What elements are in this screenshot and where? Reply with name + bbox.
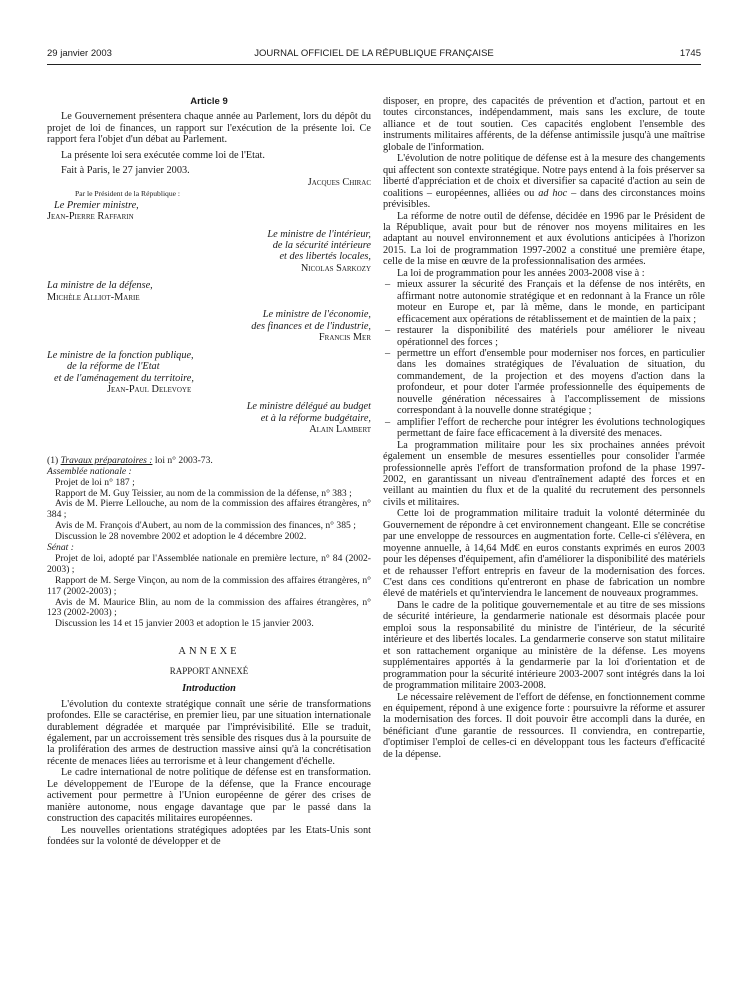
body-paragraph: La réforme de notre outil de défense, décidée en 1996 par le Président de la République, avait pour but de rénover nos moyens militaires en les adaptant au nouvel environnement et aux évolutions anticipées à l'horizon 2015. La loi de programmation 1997-2002 a constitué une première étape, celle de la mise en œuvre de la professionnalisation des armées. (383, 210, 705, 268)
note-line: Avis de M. Pierre Lellouche, au nom de la commission des affaires étrangères, n° 384 ; (47, 498, 371, 521)
list-item: – mieux assurer la sécurité des Français et la défense de nos intérêts, en affirmant notre autonomie stratégique et en redonnant à la France un rôle moteur en Europe et, par là même, dans le monde, en participant efficacement aux opérations de rétablissement et de maintien de la paix ; (383, 279, 705, 325)
footnotes (47, 456, 371, 631)
note-line: Projet de loi n° 187 ; (55, 476, 135, 488)
body-paragraph (383, 153, 705, 210)
public-title: de la réforme de l'Etat (67, 361, 160, 373)
travaux-preparatoires-link[interactable]: Travaux préparatoires : (60, 454, 153, 466)
body-paragraph: La programmation militaire pour les six prochaines années prévoit également un ensemble de mesures essentielles pour consolider l'armée professionnelle après l'effort de transformation profond de la phase 1997-2002, en garantissant un niveau d'entraînement adapté des forces et en veillant au maintien du flux et de la qualité du recrutement des personnels civils et militaires. (383, 439, 705, 508)
footnote-number: (1) (47, 454, 59, 466)
list-item: – restaurer la disponibilité des matériels pour améliorer le niveau opérationnel des forces ; (383, 325, 705, 348)
note-line: Avis de M. Maurice Blin, au nom de la commission des affaires étrangères, n° 123 (2002-2003) ; (47, 596, 371, 619)
public-title: Le ministre de la fonction publique, (47, 349, 194, 361)
note-line: Avis de M. François d'Aubert, au nom de la commission des finances, n° 385 ; (55, 520, 356, 532)
note-line: Discussion les 14 et 15 janvier 2003 et adoption le 15 janvier 2003. (55, 618, 314, 630)
body-text: L'évolution de notre politique de défense est à la mesure des changements qui affectent son contexte stratégique. Notre pays entend à la fois préserver sa liberté d'appréciation et de choix et diversifier sa capacité d'action au sein de coalitions – européennes, alliées ou (383, 153, 705, 199)
list-item: – amplifier l'effort de recherche pour intégrer les évolutions technologiques permettant de faire face efficacement à la diversité des menaces. (383, 417, 705, 440)
note-line: Rapport de M. Guy Teissier, au nom de la commission de la défense, n° 383 ; (55, 487, 352, 499)
list-intro: La loi de programmation pour les années 2003-2008 vise à : (397, 267, 645, 279)
interior-title: et des libertés locales, (279, 251, 371, 263)
footnote-ref-text: loi n° 2003-73. (152, 454, 213, 466)
body-paragraph: L'évolution du contexte stratégique connaît une série de transformations profondes. Elle se caractérise, en premier lieu, par une situation internationale durablement dégradée et marquée par l'imprévisibilité. Elle se traduit, également, par un accroissement très sensible des risques dus à la poursuite de la prolifération des armes de destruction massive ainsi qu'à la concrétisation récente de menaces liées au terrorisme et à leur changement d'échelle. (47, 698, 371, 767)
economy-title: Le ministre de l'économie, (262, 309, 371, 321)
article-heading: Article 9 (190, 96, 228, 107)
header-page-number: 1745 (679, 48, 701, 59)
done-at: Fait à Paris, le 27 janvier 2003. (61, 165, 190, 177)
header-date: 29 janvier 2003 (47, 48, 112, 59)
body-paragraph: Le cadre international de notre politique de défense est en transformation. Le développement de l'Europe de la défense, que la France encourage activement pour permettre à l'Union européenne de gérer des crises de manière autonome, nous engage davantage que par le passé dans la construction des capacités militaires européennes. (47, 767, 371, 825)
list-item: – permettre un effort d'ensemble pour moderniser nos forces, en particulier dans les domaines stratégiques de l'évaluation de situation, du commandement, de la projection et des moyens d'action dans la profondeur, et pour doter l'armée professionnelle des équipements de nouvelle génération nécessaires à l'accomplissement de missions correspondant à la nouvelle donne stratégique ; (383, 348, 705, 417)
by-president: Par le Président de la République : (75, 189, 181, 199)
rapport-heading: RAPPORT ANNEXÉ (169, 665, 249, 676)
article-paragraph: La présente loi sera exécutée comme loi de l'Etat. (61, 149, 265, 161)
economy-title: des finances et de l'industrie, (251, 320, 371, 332)
economy-name: Francis Mer (318, 332, 371, 344)
defense-name: Michèle Alliot-Marie (47, 291, 140, 303)
senat-heading: Sénat : (47, 542, 74, 554)
note-line: Rapport de M. Serge Vinçon, au nom de la commission des affaires étrangères, n° 117 (2002-2003) ; (47, 574, 371, 597)
article-paragraph: Le Gouvernement présentera chaque année au Parlement, lors du dépôt du projet de loi de finances, un rapport sur l'exécution de la présente loi. Ce rapport fera l'objet d'un débat au Parlement. (47, 111, 371, 146)
budget-title: et à la réforme budgétaire, (260, 412, 371, 424)
intro-heading: Introduction (182, 683, 236, 695)
page-header (47, 48, 701, 64)
pm-title: Le Premier ministre, (54, 199, 139, 211)
note-line: Projet de loi, adopté par l'Assemblée nationale en première lecture, n° 84 (2002-2003) ; (47, 552, 371, 575)
body-paragraph: Cette loi de programmation militaire traduit la volonté déterminée du Gouvernement de répondre à cet environnement changeant. Elle se concrétise par une enveloppe de ressources en augmentation forte. Celle-ci s'élèvera, en moyenne annuelle, à 14,64 Md€ en euros constants exprimés en euros 2003 pour les dépenses d'équipement, afin d'améliorer la disponibilité des matériels et de rehausser l'effort entrepris en faveur de la modernisation des forces. C'est dans ces conditions qu'entreront en phase de fabrication un nombre élevé de matériels et qu'interviendra le lancement de nouveaux programmes. (383, 508, 705, 600)
signatures (47, 177, 371, 436)
body-text: – dans des circonstances moins prévisibles. (383, 187, 705, 211)
body-paragraph: Le nécessaire relèvement de l'effort de défense, en fonctionnement comme en équipement, répond à une exigence forte : poursuivre la réforme et assurer la modernisation des forces. Il doit pouvoir être accompli dans la durée, en bénéficiant d'une garantie de ressources. Il conviendra, en contrepartie, d'optimiser l'emploi de celles-ci en développant tous les facteurs d'efficacité de la dépense. (383, 691, 705, 760)
public-title: et de l'aménagement du territoire, (54, 372, 194, 384)
note-line: Discussion le 28 novembre 2002 et adoption le 4 décembre 2002. (55, 531, 307, 543)
pm-name: Jean-Pierre Raffarin (47, 211, 134, 223)
interior-title: Le ministre de l'intérieur, (267, 228, 371, 240)
signature-president: Jacques Chirac (307, 176, 371, 188)
public-name: Jean-Paul Delevoye (107, 383, 192, 395)
assemblee-heading: Assemblée nationale : (47, 465, 132, 477)
interior-name: Nicolas Sarkozy (300, 262, 371, 274)
header-title: JOURNAL OFFICIEL DE LA RÉPUBLIQUE FRANÇAISE (254, 48, 494, 59)
body-paragraph: Dans le cadre de la politique gouvernementale et au titre de ses missions de sécurité intérieure, la gendarmerie nationale est désormais placée pour emploi sous la responsabilité du ministre de l'intérieur, de la sécurité intérieure et des libertés locales. La gendarmerie conserve son statut militaire et son rattachement organique au ministère de la défense. Les moyens supplémentaires apportés à la gendarmerie par la loi d'orientation et de programmation pour la sécurité intérieure 2003-2007 sont intégrés dans la loi de programmation militaire 2003-2008. (383, 599, 705, 692)
defense-title: La ministre de la défense, (47, 280, 153, 292)
body-text-italic: ad hoc (538, 187, 568, 199)
header-rule (47, 64, 701, 65)
annexe-heading: ANNEXE (178, 646, 240, 658)
right-column (383, 96, 705, 760)
interior-title: de la sécurité intérieure (272, 239, 371, 251)
budget-name: Alain Lambert (309, 424, 371, 436)
objectives-list (383, 279, 705, 439)
left-column (47, 96, 371, 848)
body-paragraph: Les nouvelles orientations stratégiques adoptées par les Etats-Unis sont fondées sur la volonté de développer et de (47, 824, 371, 848)
body-paragraph: disposer, en propre, des capacités de prévention et d'action, partout et en toutes circonstances, indépendamment, mais sans les exclure, de toute alliance et de tout soutien. Ces capacités englobent l'ensemble des instruments militaires afférents, de la défense antimissile jusqu'à une maîtrise globale de l'information. (383, 96, 705, 153)
budget-title: Le ministre délégué au budget (246, 401, 371, 413)
